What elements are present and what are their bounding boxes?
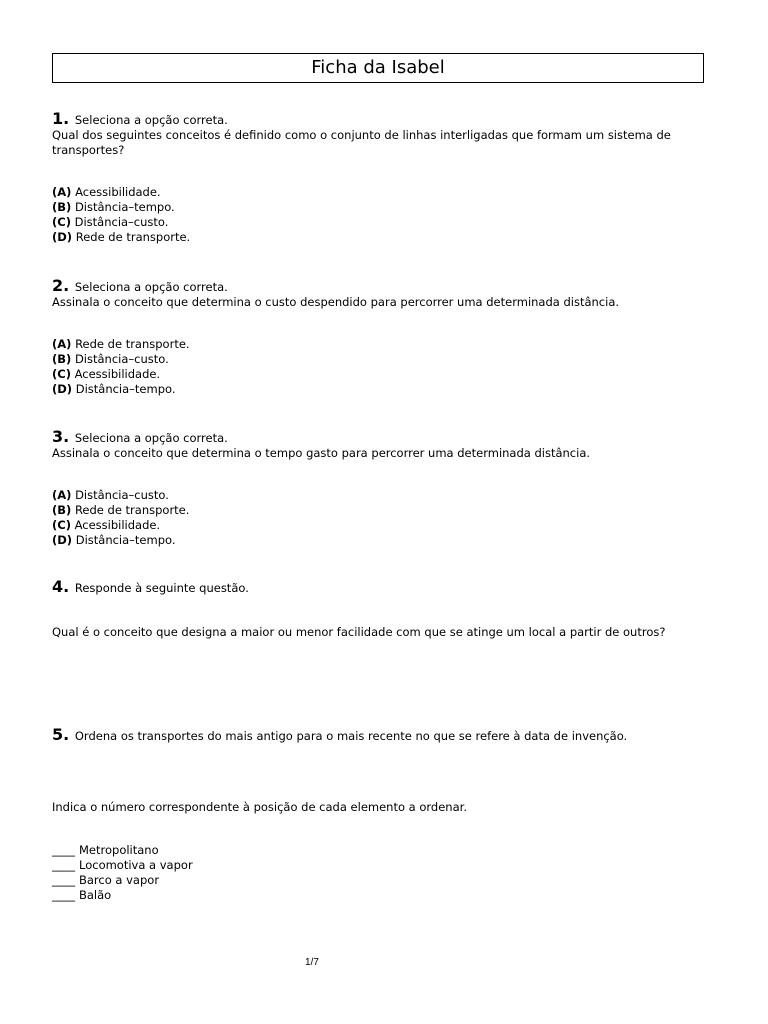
option-a [52,185,720,200]
question-instruction: Responde à seguinte questão. [74,581,249,595]
question-1-header [52,111,720,128]
page-title: Ficha da Isabel [311,57,445,78]
option-text: Rede de transporte. [74,503,190,517]
question-number: 5. [52,725,70,744]
option-letter: (A) [52,337,72,351]
option-letter: (D) [52,382,73,396]
option-text: Distância–tempo. [74,200,175,214]
order-blank[interactable]: ____ [52,843,75,857]
question-5-text: Indica o número correspondente à posição de cada elemento a ordenar. [52,800,467,814]
order-blank[interactable]: ____ [52,888,75,902]
question-instruction: Ordena os transportes do mais antigo para o mais recente no que se refere à data de invenção. [74,729,628,743]
option-letter: (C) [52,367,71,381]
option-letter: (B) [52,352,72,366]
question-5-header [52,727,720,744]
option-text: Acessibilidade. [74,367,161,381]
order-items [52,843,720,903]
option-letter: (A) [52,488,72,502]
question-4 [52,579,720,596]
option-text: Rede de transporte. [75,230,191,244]
question-4-text: Qual é o conceito que designa a maior ou menor facilidade com que se atinge um local a partir de outros? [52,625,666,639]
question-3-header [52,429,720,446]
question-2-header [52,278,720,295]
option-b [52,503,720,518]
order-item [52,873,720,888]
order-item-text: Metropolitano [79,843,159,857]
option-letter: (D) [52,533,73,547]
option-text: Distância–tempo. [75,533,176,547]
option-text: Distância–tempo. [75,382,176,396]
option-text: Acessibilidade. [74,518,161,532]
question-5 [52,727,720,744]
option-c [52,367,720,382]
options-list [52,488,720,548]
order-item [52,858,720,873]
question-text: Assinala o conceito que determina o custo despendido para percorrer uma determinada distância. [52,295,620,309]
option-c [52,215,720,230]
order-item-text: Balão [79,888,112,902]
question-instruction: Seleciona a opção correta. [74,113,228,127]
question-number: 4. [52,577,70,596]
option-c [52,518,720,533]
question-4-header [52,579,720,596]
option-letter: (B) [52,200,72,214]
question-number: 2. [52,276,70,295]
order-item-text: Locomotiva a vapor [79,858,193,872]
option-d [52,533,720,548]
option-d [52,382,720,397]
title-box [52,53,704,83]
option-letter: (A) [52,185,72,199]
option-letter: (C) [52,518,71,532]
question-text: Qual dos seguintes conceitos é definido como o conjunto de linhas interligadas que formam um sistema de transportes? [52,128,671,157]
question-2 [52,278,720,397]
question-number: 3. [52,427,70,446]
option-letter: (B) [52,503,72,517]
order-blank[interactable]: ____ [52,873,75,887]
question-number: 1. [52,109,70,128]
option-b [52,200,720,215]
option-a [52,337,720,352]
option-letter: (C) [52,215,71,229]
options-list [52,337,720,397]
option-letter: (D) [52,230,73,244]
option-b [52,352,720,367]
option-text: Acessibilidade. [75,185,161,199]
order-item-text: Barco a vapor [79,873,160,887]
option-text: Distância–custo. [74,215,169,229]
option-text: Rede de transporte. [75,337,190,351]
order-item [52,888,720,903]
option-a [52,488,720,503]
page-number: 1/7 [305,957,319,968]
options-list [52,185,720,245]
option-d [52,230,720,245]
question-text: Assinala o conceito que determina o tempo gasto para percorrer uma determinada distância. [52,446,591,460]
question-instruction: Seleciona a opção correta. [74,431,228,445]
question-3 [52,429,720,548]
order-item [52,843,720,858]
option-text: Distância–custo. [74,352,169,366]
question-instruction: Seleciona a opção correta. [74,280,228,294]
question-1 [52,111,720,245]
option-text: Distância–custo. [75,488,169,502]
order-list [52,843,720,903]
order-blank[interactable]: ____ [52,858,75,872]
